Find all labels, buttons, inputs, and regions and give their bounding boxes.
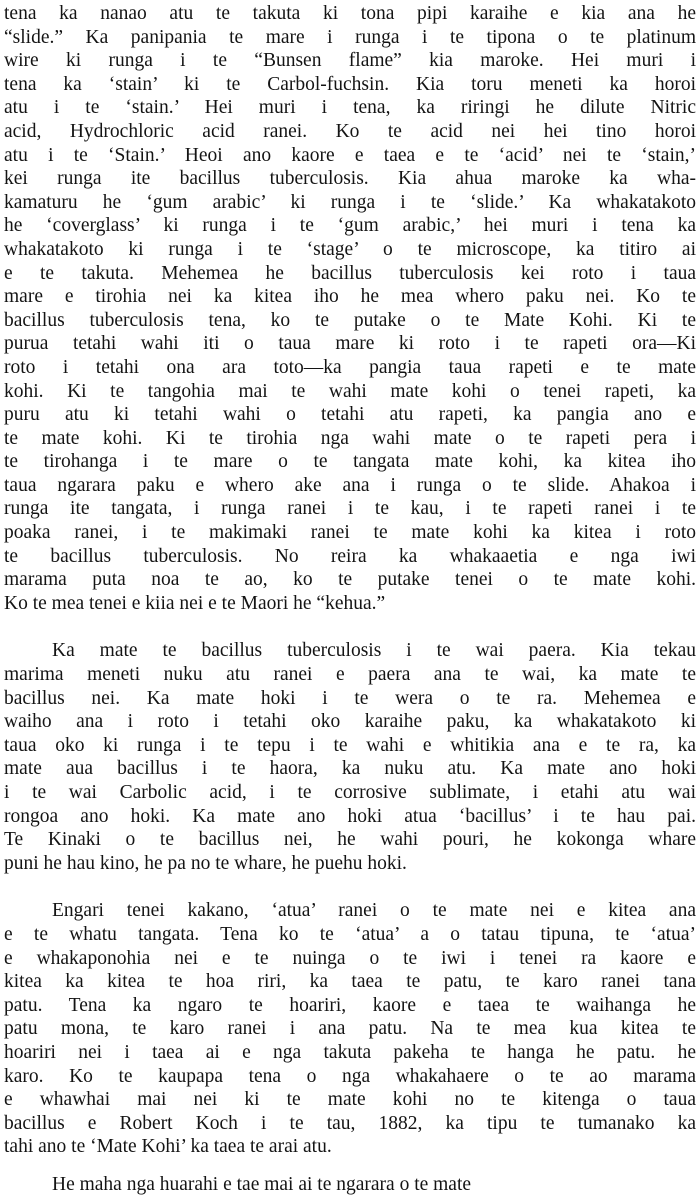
text-line: e whakaponohia nei e te nuinga o te iwi i tenei ra kaore e bbox=[4, 947, 696, 969]
text-line: tena ka nanao atu te takuta ki tona pipi karaihe e kia ana he bbox=[4, 3, 696, 24]
text-line: tena ka ‘stain’ ki te Carbol-fuchsin. Kia toru meneti ka horoi bbox=[4, 73, 696, 95]
text-line: e te takuta. Mehemea he bacillus tuberculosis kei roto i taua bbox=[4, 262, 696, 284]
text-line: e whawhai mai nei ki te mate kohi no te kitenga o taua bbox=[4, 1089, 696, 1111]
text-line: mare e tirohia nei ka kitea iho he mea whero paku nei. Ko te bbox=[4, 286, 696, 308]
text-line: te mate kohi. Ki te tirohia nga wahi mate o te rapeti pera i bbox=[4, 427, 696, 449]
text-line: acid, Hydrochloric acid ranei. Ko te acid nei hei tino horoi bbox=[4, 120, 696, 142]
paragraph-3 bbox=[4, 899, 696, 1159]
text-line: marama puta noa te ao, ko te putake tenei o te mate kohi. bbox=[4, 569, 696, 591]
text-line: puni he hau kino, he pa no te whare, he puehu hoki. bbox=[4, 852, 407, 874]
text-line: runga ite tangata, i runga ranei i te kau, i te rapeti ranei i te bbox=[4, 498, 696, 520]
text-line: hoariri nei i taea ai e nga takuta pakeha te hanga he patu. he bbox=[4, 1041, 696, 1063]
text-line: tahi ano te ‘Mate Kohi’ ka taea te arai atu. bbox=[4, 1136, 332, 1158]
text-line: mate aua bacillus i te haora, ka nuku atu. Ka mate ano hoki bbox=[4, 758, 696, 780]
text-line: atu i te ‘Stain.’ Heoi ano kaore e taea e te ‘acid’ nei te ‘stain,’ bbox=[4, 144, 696, 166]
text-line: waiho ana i roto i tetahi oko karaihe paku, ka whakatakoto ki bbox=[4, 711, 696, 733]
text-line: poaka ranei, i te makimaki ranei te mate kohi ka kitea i roto bbox=[4, 522, 696, 544]
text-line: i te wai Carbolic acid, i te corrosive sublimate, i etahi atu wai bbox=[4, 782, 696, 803]
text-line: purua tetahi wahi iti o taua mare ki roto i te rapeti ora—Ki bbox=[4, 333, 696, 355]
text-line: taua ngarara paku e whero ake ana i runga o te slide. Ahakoa i bbox=[4, 474, 696, 496]
paragraph-2 bbox=[4, 639, 696, 875]
text-line: taua oko ki runga i te tepu i te wahi e whitikia ana e te ra, ka bbox=[4, 734, 696, 756]
text-line: kohi. Ki te tangohia mai te wahi mate kohi o tenei rapeti, ka bbox=[4, 380, 696, 402]
text-line: rongoa ano hoki. Ka mate ano hoki atua ‘bacillus’ i te hau pai. bbox=[4, 805, 696, 827]
text-line: whakatakoto ki runga i te ‘stage’ o te microscope, ka titiro ai bbox=[4, 238, 696, 260]
text-line: bacillus e Robert Koch i te tau, 1882, ka tipu te tumanako ka bbox=[4, 1112, 696, 1134]
text-line: patu mona, te karo ranei i ana patu. Na te mea kua kitea te bbox=[4, 1018, 696, 1040]
text-line: Ko te mea tenei e kiia nei e te Maori he “kehua.” bbox=[4, 592, 386, 614]
text-line: bacillus nei. Ka mate hoki i te wera o te ra. Mehemea e bbox=[4, 687, 696, 709]
text-line: kamaturu he ‘gum arabic’ ki runga i te ‘slide.’ Ka whakatakoto bbox=[4, 191, 696, 213]
text-line: karo. Ko te kaupapa tena o nga whakahaere o te ao marama bbox=[4, 1065, 696, 1087]
text-line: marima meneti nuku atu ranei e paera ana te wai, ka mate te bbox=[4, 664, 696, 686]
paragraph-1 bbox=[4, 2, 696, 615]
text-line: He maha nga huarahi e tae mai ai te ngarara o te mate bbox=[52, 1173, 472, 1195]
text-line: te tirohanga i te mare o te tangata mate kohi, ka kitea iho bbox=[4, 451, 696, 473]
text-line: roto i tetahi ona ara toto—ka pangia taua rapeti e te mate bbox=[4, 356, 696, 378]
paragraph-gap bbox=[4, 1159, 696, 1173]
text-line: te bacillus tuberculosis. No reira ka whakaaetia e nga iwi bbox=[4, 545, 696, 567]
paragraph-gap bbox=[4, 875, 696, 899]
text-line: atu i te ‘stain.’ Hei muri i tena, ka riringi he dilute Nitric bbox=[4, 97, 696, 119]
text-line: Ka mate te bacillus tuberculosis i te wai paera. Kia tekau bbox=[52, 640, 696, 662]
text-line: Engari tenei kakano, ‘atua’ ranei o te mate nei e kitea ana bbox=[52, 900, 696, 922]
text-line: kitea ka kitea te hoa riri, ka taea te patu, te karo ranei tana bbox=[4, 971, 696, 993]
text-line: bacillus tuberculosis tena, ko te putake o te Mate Kohi. Ki te bbox=[4, 309, 696, 331]
paragraph-4 bbox=[4, 1173, 696, 1197]
text-line: “slide.” Ka panipania te mare i runga i te tipona o te platinum bbox=[4, 26, 696, 48]
text-line: Te Kinaki o te bacillus nei, he wahi pouri, he kokonga whare bbox=[4, 829, 696, 851]
text-line: he ‘coverglass’ ki runga i te ‘gum arabic,’ hei muri i tena ka bbox=[4, 215, 696, 237]
text-line: puru atu ki tetahi wahi o tetahi atu rapeti, ka pangia ano e bbox=[4, 404, 696, 426]
text-line: wire ki runga i te “Bunsen flame” kia maroke. Hei muri i bbox=[4, 50, 696, 72]
text-line: kei runga ite bacillus tuberculosis. Kia ahua maroke ka wha- bbox=[4, 168, 696, 190]
text-line: patu. Tena ka ngaro te hoariri, kaore e taea te waihanga he bbox=[4, 994, 696, 1016]
paragraph-gap bbox=[4, 615, 696, 639]
text-line: e te whatu tangata. Tena ko te ‘atua’ a o tatau tipuna, te ‘atua’ bbox=[4, 923, 696, 945]
